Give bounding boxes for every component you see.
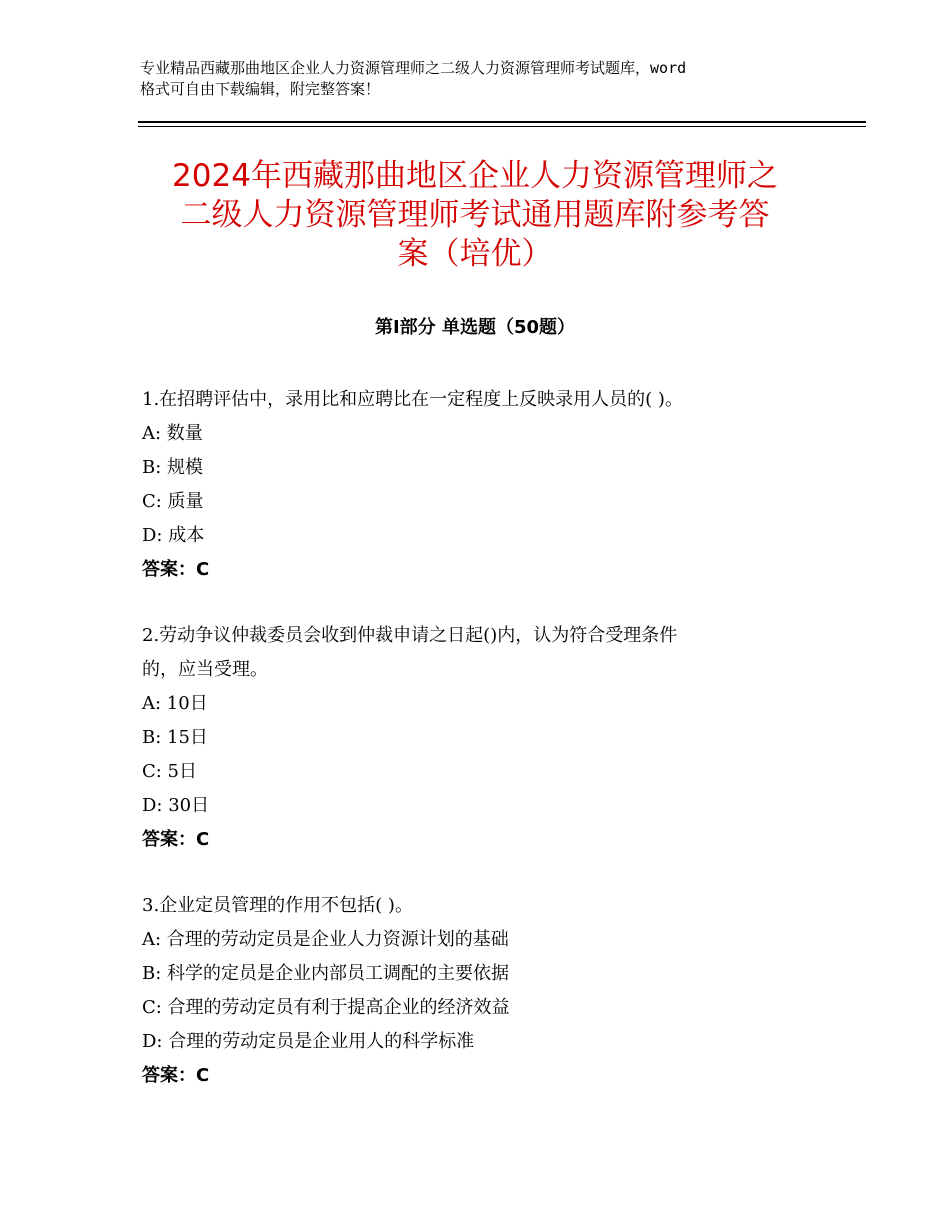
question-stem <box>142 619 842 687</box>
document-title-line-3: 案（培优） <box>397 236 553 272</box>
document-title <box>120 157 830 274</box>
document-title-line-2: 二级人力资源管理师考试通用题库附参考答 <box>180 197 770 233</box>
question-stem <box>142 383 842 417</box>
question-2 <box>142 619 842 857</box>
option-b: B: 15日 <box>142 727 208 748</box>
question-stem-line: 的，应当受理。 <box>142 659 268 680</box>
header-divider-thick <box>138 121 866 123</box>
answer: 答案：C <box>142 1065 210 1086</box>
question-3 <box>142 889 842 1093</box>
answer: 答案：C <box>142 559 210 580</box>
question-stem <box>142 889 842 923</box>
question-stem-line: 3.企业定员管理的作用不包括( )。 <box>142 895 413 916</box>
option-b: B: 科学的定员是企业内部员工调配的主要依据 <box>142 963 510 984</box>
question-1 <box>142 383 842 587</box>
option-a: A: 10日 <box>142 693 208 714</box>
option-d: D: 成本 <box>142 525 205 546</box>
question-stem-line: 1.在招聘评估中，录用比和应聘比在一定程度上反映录用人员的( )。 <box>142 389 683 410</box>
option-c: C: 合理的劳动定员有利于提高企业的经济效益 <box>142 997 510 1018</box>
header-note <box>140 58 840 100</box>
header-note-line-1: 专业精品西藏那曲地区企业人力资源管理师之二级人力资源管理师考试题库，word <box>140 59 687 77</box>
header-note-line-2: 格式可自由下载编辑，附完整答案！ <box>140 80 381 98</box>
option-d: D: 30日 <box>142 795 210 816</box>
option-a: A: 数量 <box>142 423 203 444</box>
document-title-line-1: 2024年西藏那曲地区企业人力资源管理师之 <box>172 158 778 194</box>
option-a: A: 合理的劳动定员是企业人力资源计划的基础 <box>142 929 509 950</box>
option-c: C: 质量 <box>142 491 204 512</box>
header-divider-thin <box>138 126 866 127</box>
answer: 答案：C <box>142 829 210 850</box>
question-stem-line: 2.劳动争议仲裁委员会收到仲裁申请之日起()内，认为符合受理条件 <box>142 625 678 646</box>
section-heading: 第Ⅰ部分 单选题（50题） <box>374 317 575 338</box>
question-list <box>142 383 842 1125</box>
option-d: D: 合理的劳动定员是企业用人的科学标准 <box>142 1031 475 1052</box>
option-c: C: 5日 <box>142 761 198 782</box>
option-b: B: 规模 <box>142 457 204 478</box>
